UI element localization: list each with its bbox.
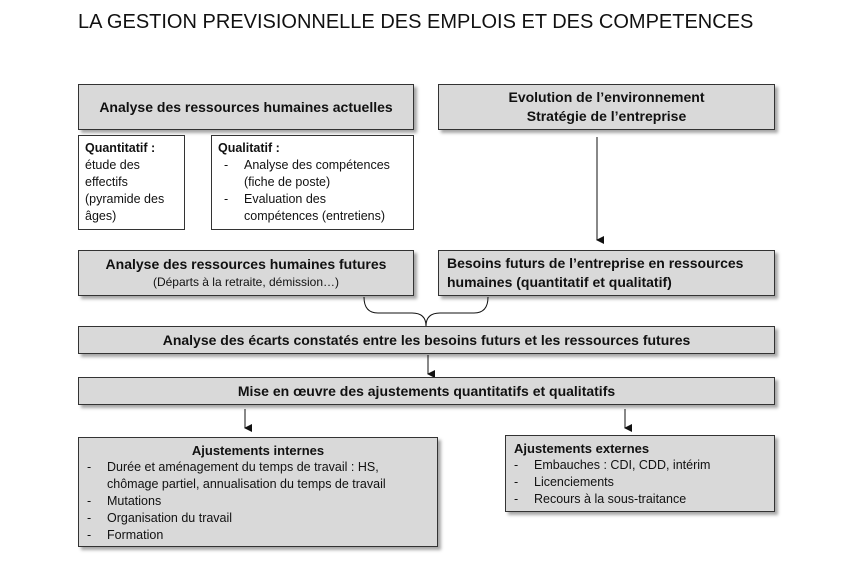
list-item: - Organisation du travail	[81, 510, 435, 527]
mise-en-oeuvre-text: Mise en œuvre des ajustements quantitatifs et qualitatifs	[237, 383, 616, 399]
ajustements-externes-heading: Ajustements externes	[514, 441, 650, 456]
box-analyse-futures	[78, 250, 414, 296]
box-ajustements-externes	[505, 435, 775, 512]
list-item: - Durée et aménagement du temps de travail : HS, chômage partiel, annualisation du temps de travail	[81, 459, 435, 493]
qualitatif-list	[218, 157, 407, 225]
ecarts-text: Analyse des écarts constatés entre les besoins futurs et les ressources futures	[162, 332, 691, 348]
page-title: LA GESTION PREVISIONNELLE DES EMPLOIS ET DES COMPETENCES	[78, 11, 754, 33]
box-ecarts	[78, 326, 775, 354]
environnement-line-2: Stratégie de l’entreprise	[526, 108, 687, 124]
besoins-futurs-line-1: Besoins futurs de l’entreprise en ressources	[447, 255, 744, 271]
ajustements-internes-list	[81, 459, 435, 544]
brace-merge	[364, 297, 488, 326]
box-environnement	[438, 84, 775, 130]
list-item: - Recours à la sous-traitance	[508, 491, 772, 508]
box-mise-en-oeuvre	[78, 377, 775, 405]
box-quantitatif	[78, 135, 185, 230]
box-qualitatif	[211, 135, 414, 230]
box-ajustements-internes	[78, 437, 438, 547]
quantitatif-line-4: âges)	[85, 209, 117, 223]
ajustements-internes-heading: Ajustements internes	[191, 443, 325, 458]
list-item: - Mutations	[81, 493, 435, 510]
list-item: - Licenciements	[508, 474, 772, 491]
list-item: - Analyse des compétences (fiche de poste)	[218, 157, 407, 191]
environnement-line-1: Evolution de l’environnement	[508, 89, 705, 105]
analyse-actuelles-title: Analyse des ressources humaines actuelles	[99, 99, 393, 115]
besoins-futurs-line-2: humaines (quantitatif et qualitatif)	[447, 274, 672, 290]
box-besoins-futurs	[438, 250, 775, 296]
quantitatif-line-1: étude des	[85, 158, 140, 172]
list-item: - Embauches : CDI, CDD, intérim	[508, 457, 772, 474]
ajustements-externes-list	[508, 457, 772, 508]
quantitatif-line-2: effectifs	[85, 175, 128, 189]
list-item: - Formation	[81, 527, 435, 544]
quantitatif-line-3: (pyramide des	[85, 192, 165, 206]
list-item: - Evaluation des compétences (entretiens)	[218, 191, 407, 225]
qualitatif-heading: Qualitatif :	[218, 141, 280, 155]
analyse-futures-title: Analyse des ressources humaines futures	[105, 256, 387, 272]
quantitatif-heading: Quantitatif :	[85, 141, 156, 155]
box-analyse-actuelles	[78, 84, 414, 130]
analyse-futures-subtitle: (Départs à la retraite, démission…)	[152, 275, 340, 289]
